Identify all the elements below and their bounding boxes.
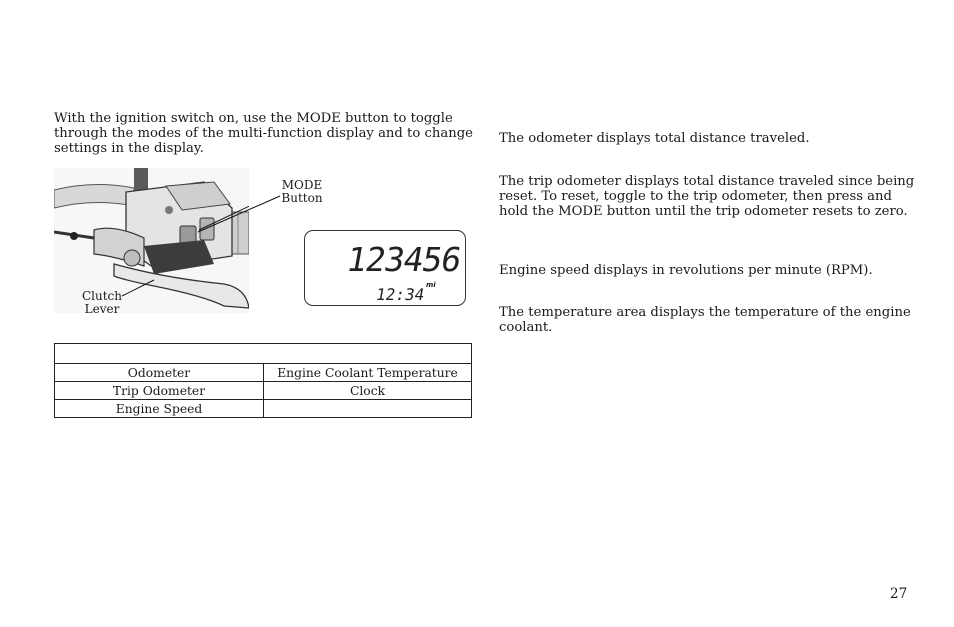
mode-callout-line1: MODE: [281, 178, 323, 192]
table-row: [55, 382, 472, 400]
distance-unit: mi: [426, 281, 436, 289]
table-cell: Odometer: [55, 364, 264, 382]
display-modes-table: [54, 343, 472, 418]
table-cell: Trip Odometer: [55, 382, 264, 400]
table-cell: [264, 400, 472, 418]
page-number: 27: [890, 586, 908, 602]
table-cell: Engine Speed: [55, 400, 264, 418]
trip-odometer-description: The trip odometer displays total distance traveled since being reset. To reset, toggle to the trip odometer, then press and hold the MODE button until the trip odometer resets to zero.: [499, 174, 915, 219]
engine-speed-description: Engine speed displays in revolutions per minute (RPM).: [499, 263, 873, 278]
table-header-row: [55, 344, 472, 364]
intro-paragraph: With the ignition switch on, use the MODE button to toggle through the modes of the multi-function display and to change settings in the display.: [54, 111, 473, 156]
table-cell: Engine Coolant Temperature: [264, 364, 472, 382]
table-header: [55, 344, 472, 364]
clutch-callout-line1: Clutch: [81, 289, 123, 303]
odometer-description: The odometer displays total distance traveled.: [499, 131, 810, 146]
table-row: [55, 364, 472, 382]
table-row: [55, 400, 472, 418]
clock-readout: 12:34: [374, 285, 426, 304]
odometer-readout: 123456: [343, 240, 464, 279]
lcd-display: [304, 230, 466, 306]
clutch-callout-line2: Lever: [84, 302, 120, 316]
temperature-description: The temperature area displays the temperature of the engine coolant.: [499, 305, 911, 335]
table-cell: Clock: [264, 382, 472, 400]
mode-callout-line2: Button: [281, 191, 323, 205]
